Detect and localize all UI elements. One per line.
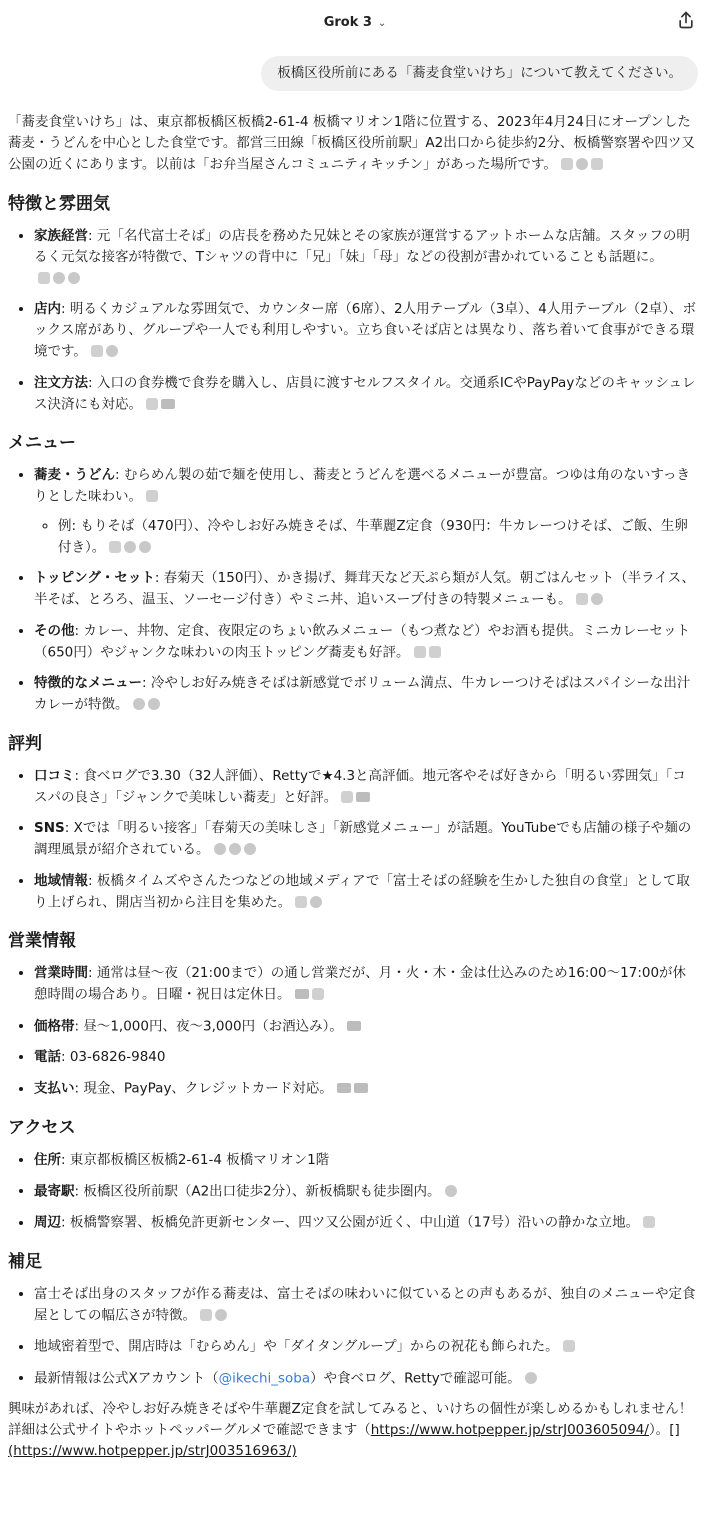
list-item: • 最寄駅: 板橋区役所前駅（A2出口徒歩2分）、新板橋駅も徒歩圏内。 [34, 1181, 698, 1203]
share-icon [676, 10, 696, 30]
citation-bracket-link[interactable]: [] [669, 1422, 680, 1438]
section-heading-access: アクセス [8, 1117, 76, 1138]
features-list [8, 226, 698, 416]
list-item: • その他: カレー、丼物、定食、夜限定のちょい飲みメニュー（もつ煮など）やお酒も提供。ミニカレーセット（650円）やジャンクな味わいの肉玉トッピング蕎麦も好評。 [34, 621, 698, 664]
top-bar [0, 0, 710, 44]
list-item: • 家族経営: 元「名代富士そば」の店長を務めた兄妹とその家族が運営するアットホームな店舗。スタッフの明るく元気な接客が特徴で、Tシャツの背中に「兄」「妹」「母」などの役割が書かれていることも話題に。 [34, 226, 698, 290]
intro-paragraph: 「蕎麦食堂いけち」は、東京都板橋区板橋2-61-4 板橋マリオン1階に位置する、2023年4月24日にオープンした蕎麦・うどんを中心とした食堂です。都営三田線「板橋区役所前駅」A2出口から徒歩約2分、板橋警察署や四ツ又公園の近くにあります。以前は「お弁当屋さんコミュニティキッチン」があった場所です。 [8, 112, 698, 176]
list-item: • 口コミ: 食べログで3.30（32人評価）、Rettyで★4.3と高評価。地元客やそば好きから「明るい雰囲気」「コスパの良さ」「ジャンクで美味しい蕎麦」と好評。 [34, 766, 698, 809]
citation-icons[interactable] [146, 394, 178, 415]
model-selector[interactable] [0, 12, 710, 34]
citation-icons[interactable] [38, 268, 83, 289]
list-item: • トッピング・セット: 春菊天（150円）、かき揚げ、舞茸天など天ぷら類が人気。朝ごはんセット（半ライス、半そば、とろろ、温玉、ソーセージ付き）やミニ丼、追いスープ付きの特製メニューも。 [34, 568, 698, 611]
list-item: • 蕎麦・うどん: むらめん製の茹で麺を使用し、蕎麦とうどんを選べるメニューが豊富。つゆは角のないすっきりとした味わい。 ◦ 例: もりそば（470円）、冷やしお好み焼きそば、牛華麗Z定食（930円：牛カレーつけそば、ご飯、生卵付き）。 [34, 465, 698, 558]
section-heading-business: 営業情報 [8, 931, 76, 951]
list-item: • SNS: Xでは「明るい接客」「春菊天の美味しさ」「新感覚メニュー」が話題。YouTubeでも店舗の様子や麺の調理風景が紹介されている。 [34, 818, 698, 861]
list-item: • 注文方法: 入口の食券機で食券を購入し、店員に渡すセルフスタイル。交通系ICやPayPayなどのキャッシュレス決済にも対応。 [34, 373, 698, 416]
list-item: • 店内: 明るくカジュアルな雰囲気で、カウンター席（6席）、2人用テーブル（3卓）、4人用テーブル（2卓）、ボックス席があり、グループや一人でも利用しやすい。立ち食いそば店とは異なり、落ち着いて食事ができる環境です。 [34, 299, 698, 363]
share-button[interactable] [676, 10, 702, 34]
chevron-down-icon: ⌄ [377, 18, 387, 29]
list-item: ◦ 例: もりそば（470円）、冷やしお好み焼きそば、牛華麗Z定食（930円：牛カレーつけそば、ご飯、生卵付き）。 [58, 516, 698, 559]
list-item: • 営業時間: 通常は昼〜夜（21:00まで）の通し営業だが、月・火・木・金は仕込みのため16:00〜17:00が休憩時間の場合あり。日曜・祝日は定休日。 [34, 963, 698, 1006]
citation-icons[interactable] [214, 839, 259, 860]
user-message-bubble: 板橋区役所前にある「蕎麦食堂いけち」について教えてください。 [261, 56, 698, 91]
citation-icons[interactable] [295, 984, 327, 1005]
closing-paragraph: 興味があれば、冷やしお好み焼きそばや牛華麗Z定食を試してみると、いけちの個性が楽しめるかもしれません！詳細は公式サイトやホットペッパーグルメで確認できます（https://www.hotpepper.jp/strJ003605094/）。[] (https://www.hotpepper.jp/strJ003516963/) [8, 1401, 693, 1459]
list-item: • 最新情報は公式Xアカウント（@ikechi_soba）や食べログ、Rettyで確認可能。 [34, 1368, 698, 1390]
citation-icons[interactable] [445, 1181, 460, 1202]
list-item: • 住所: 東京都板橋区板橋2-61-4 板橋マリオン1階 [34, 1150, 698, 1171]
section-heading-notes: 補足 [8, 1251, 42, 1272]
access-list [8, 1150, 698, 1234]
citation-icons[interactable] [414, 642, 444, 663]
list-item: • 地域密着型で、開店時は「むらめん」や「ダイタングループ」からの祝花も飾られた。 [34, 1336, 698, 1358]
list-item: • 価格帯: 昼〜1,000円、夜〜3,000円（お酒込み）。 [34, 1016, 698, 1038]
list-item: • 支払い: 現金、PayPay、クレジットカード対応。 [34, 1078, 698, 1100]
citation-icons[interactable] [146, 486, 161, 507]
citation-icons[interactable] [337, 1078, 371, 1099]
citation-icons[interactable] [643, 1212, 658, 1233]
menu-list [8, 465, 698, 716]
hotpepper-link-2[interactable]: (https://www.hotpepper.jp/strJ003516963/) [8, 1443, 297, 1459]
citation-icons[interactable] [109, 537, 154, 558]
model-name: Grok 3 [323, 15, 372, 30]
hotpepper-link-1[interactable]: https://www.hotpepper.jp/strJ003605094/ [370, 1422, 649, 1438]
assistant-response [8, 112, 698, 1472]
section-heading-reviews: 評判 [8, 733, 42, 754]
citation-icons[interactable] [91, 341, 121, 362]
reviews-list [8, 766, 698, 914]
list-item: • 周辺: 板橋警察署、板橋免許更新センター、四ツ又公園が近く、中山道（17号）沿いの静かな立地。 [34, 1212, 698, 1234]
list-item: • 特徴的なメニュー: 冷やしお好み焼きそばは新感覚でボリューム満点、牛カレーつけそばはスパイシーな出汁カレーが特徴。 [34, 673, 698, 716]
citation-icons[interactable] [133, 694, 163, 715]
citation-icons[interactable] [341, 787, 373, 808]
citation-icons[interactable] [561, 154, 606, 175]
list-item: • 電話: 03-6826-9840 [34, 1047, 698, 1068]
list-item: • 富士そば出身のスタッフが作る蕎麦は、富士そばの味わいに似ているとの声もあるが、独自のメニューや定食屋としての幅広さが特徴。 [34, 1284, 698, 1327]
menu-sub-list [34, 516, 698, 559]
notes-list [8, 1284, 698, 1390]
citation-icons[interactable] [347, 1016, 364, 1037]
x-account-link[interactable]: @ikechi_soba [218, 1370, 311, 1386]
business-list [8, 963, 698, 1100]
section-heading-features: 特徴と雰囲気 [8, 193, 110, 214]
citation-icons[interactable] [200, 1305, 230, 1326]
list-item: • 地域情報: 板橋タイムズやさんたつなどの地域メディアで「富士そばの経験を生かした独自の食堂」として取り上げられ、開店当初から注目を集めた。 [34, 871, 698, 914]
section-heading-menu: メニュー [8, 433, 76, 453]
citation-icons[interactable] [576, 589, 606, 610]
citation-icons[interactable] [563, 1336, 578, 1357]
citation-icons[interactable] [525, 1368, 540, 1389]
citation-icons[interactable] [295, 892, 325, 913]
